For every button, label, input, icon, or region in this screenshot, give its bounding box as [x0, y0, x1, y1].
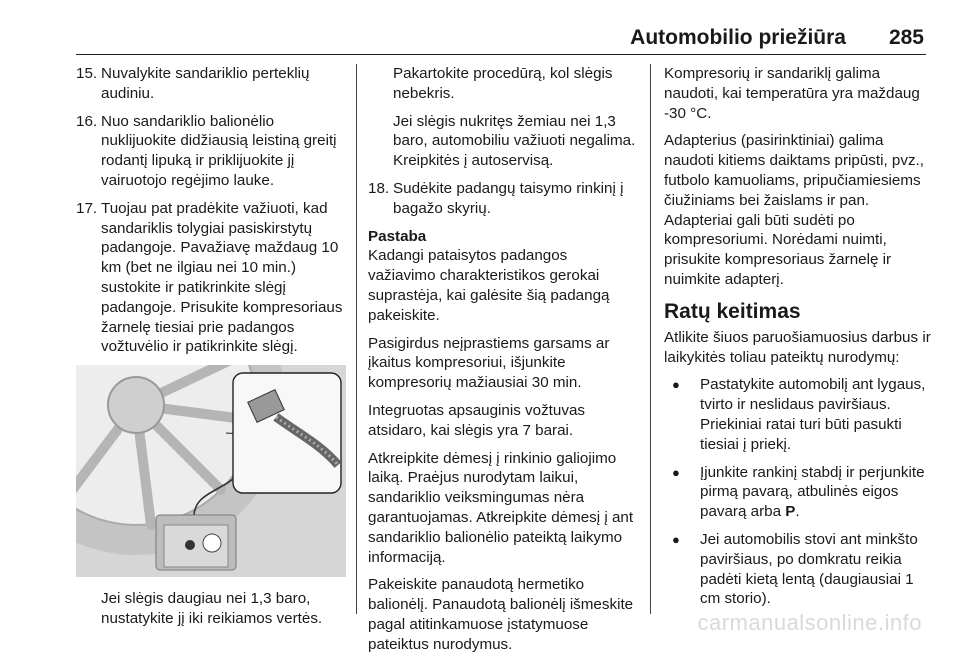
bullet-item — [664, 463, 934, 522]
column-2 — [368, 64, 638, 663]
tire-compressor-illustration — [76, 365, 346, 577]
bullet-text: Įjunkite rankinį stabdį ir perjunkite pirmą pavarą, atbulinės eigos pavarą arba P. — [700, 463, 925, 521]
section-intro: Atlikite šiuos paruošiamuosius darbus ir laikykitės toliau pateiktų nurodymų: — [664, 328, 931, 366]
page-header — [76, 24, 926, 55]
note-paragraph: Pasigirdus neįprastiems garsams ar įkaitus kompresoriui, išjunkite kompresorių mažiausiai 30 min. — [368, 334, 610, 392]
column-divider — [356, 64, 357, 614]
note-paragraph: Pakeiskite panaudotą hermetiko balionėlį. Panaudotą balionėlį išmeskite pagal atitinkamuose įstatymuose pateiktus nurodymus. — [368, 576, 634, 653]
step-number: 16. — [76, 112, 98, 130]
step-number: 15. — [76, 65, 98, 82]
watermark: carmanualsonline.info — [697, 610, 922, 635]
paragraph: Pakartokite procedūrą, kol slėgis nebekris. — [393, 65, 613, 102]
page-number: 285 — [888, 26, 924, 49]
step-16 — [76, 112, 346, 191]
paragraph: Adapterius (pasirinktiniai) galima naudoti kitiems daiktams pripūsti, pvz., futbolo kamuoliams, pripučiamiesiems čiužiniams bei žaislams ir pan. Adapteriai gali būti sudėti po kompresoriumi. Norėdami nuimti, prisukite kompresoriaus žarnelę ir nuimkite adapterį. — [664, 132, 924, 288]
bullet-icon: ● — [672, 464, 680, 480]
step-15 — [76, 64, 346, 104]
paragraph: Jei slėgis nukritęs žemiau nei 1,3 baro, automobiliu važiuoti negalima. Kreipkitės į autoservisą. — [393, 112, 636, 170]
step-text: Nuvalykite sandariklio perteklių audiniu. — [101, 65, 310, 102]
step-text: Tuojau pat pradėkite važiuoti, kad sandariklis tolygiai pasiskirstytų padangoje. Pavažiavę maždaug 10 km (bet ne ilgiau nei 10 min.) sustokite ir patikrinkite slėgį padangoje. Prisukite kompresoriaus žarnelę tiesiai prie padangos vožtuvėlio ir patikrinkite slėgį. — [101, 199, 343, 356]
bullet-icon: ● — [672, 531, 680, 547]
note-paragraph: Kadangi pataisytos padangos važiavimo charakteristikos gerokai suprastėja, kai galėsite šią padangą pakeiskite. — [368, 247, 610, 324]
bullet-icon: ● — [672, 377, 680, 393]
column-1 — [76, 64, 346, 637]
bullet-text: Jei automobilis stovi ant minkšto paviršiaus, po domkratu reikia padėti kietą lentą (daugiausiai 1 cm storio). — [700, 530, 918, 608]
step-number: 17. — [76, 199, 98, 217]
step-18 — [368, 179, 638, 219]
note-paragraph: Atkreipkite dėmesį į rinkinio galiojimo laiką. Praėjus nurodytam laikui, sandariklio veiksmingumas nėra garantuojamas. Atkreipkite dėmesį į ant sandariklio balionėlio pateiktą laikymo informaciją. — [368, 449, 634, 566]
bullet-item — [664, 375, 934, 454]
step-text: Sudėkite padangų taisymo rinkinį į bagažo skyrių. — [393, 179, 624, 217]
column-3 — [664, 64, 934, 617]
pressure-instruction: Jei slėgis daugiau nei 1,3 baro, nustatykite jį iki reikiamos vertės. — [101, 590, 323, 627]
paragraph: Kompresorių ir sandariklį galima naudoti, kai temperatūra yra maždaug -30 °C. — [664, 65, 920, 122]
step-number: 18. — [368, 179, 390, 197]
section-heading: Ratų keitimas — [664, 299, 801, 323]
column-divider — [650, 64, 651, 614]
note-heading: Pastaba — [368, 227, 427, 245]
bullet-text: Pastatykite automobilį ant lygaus, tvirto ir neslidaus paviršiaus. Priekiniai ratai turi būti pasukti tiesiai į priekį. — [700, 376, 926, 453]
bullet-item — [664, 530, 934, 609]
note-paragraph: Integruotas apsauginis vožtuvas atsidaro, kai slėgis yra 7 barai. — [368, 401, 585, 439]
page-title: Automobilio priežiūra — [630, 26, 846, 49]
step-text: Nuo sandariklio balionėlio nuklijuokite didžiausią leistiną greitį rodantį lipuką ir priklijuokite jį vairuotojo regėjimo lauke. — [101, 112, 337, 189]
step-17 — [76, 199, 346, 357]
